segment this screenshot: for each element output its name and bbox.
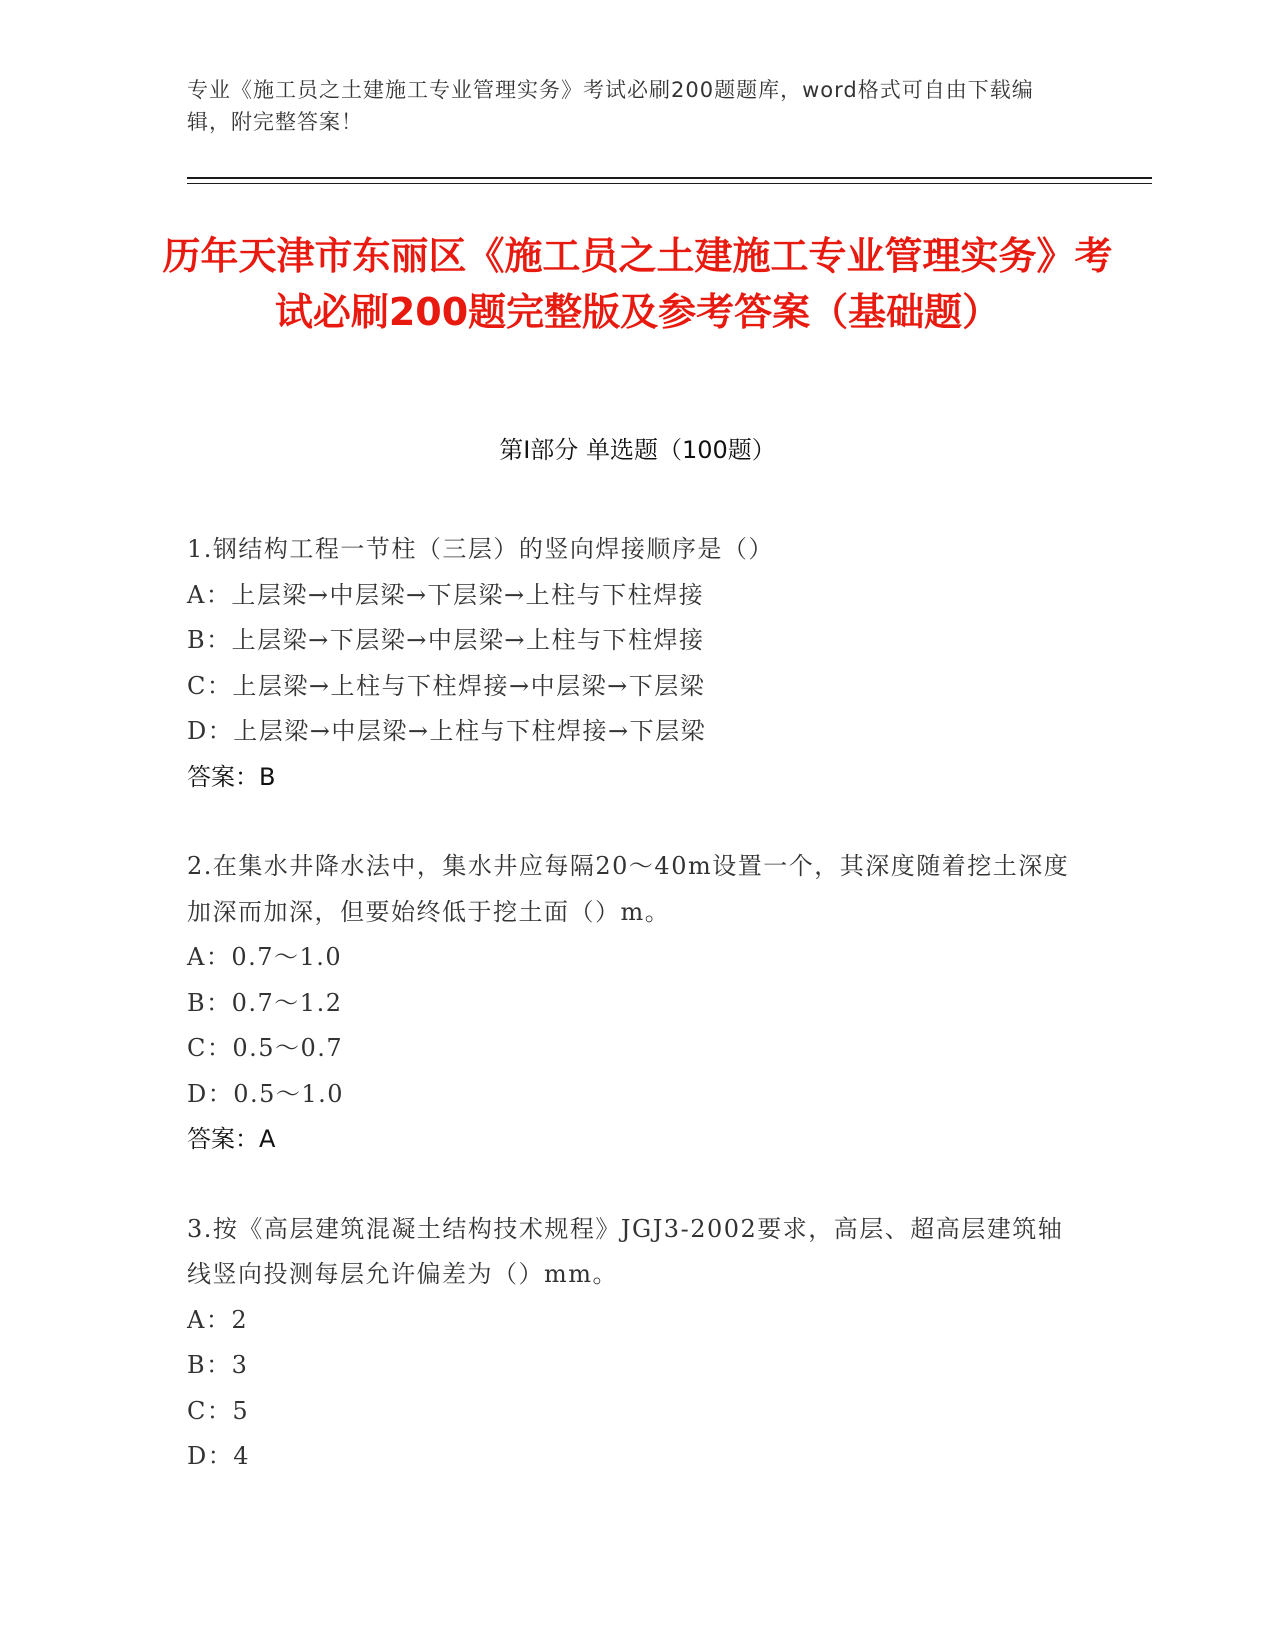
answer-line: 答案：A <box>187 1125 276 1153</box>
option-a: A：2 <box>187 1305 249 1334</box>
header-rule-thick <box>187 177 1152 179</box>
option-c: C：5 <box>187 1396 250 1425</box>
document-title: 历年天津市东丽区《施工员之土建施工专业管理实务》考试必刷200题完整版及参考答案（基础题） <box>162 234 1113 334</box>
option-a: A：0.7～1.0 <box>187 943 343 971</box>
option-d: D：4 <box>187 1442 251 1470</box>
option-a: A：上层梁→中层梁→下层梁→上柱与下柱焊接 <box>187 580 705 609</box>
option-b: B：3 <box>187 1351 249 1379</box>
header-rule-thin <box>187 183 1152 184</box>
question-1 <box>187 527 1087 800</box>
question-3 <box>187 1207 1087 1480</box>
question-list <box>187 527 1087 1524</box>
question-stem: 2.在集水井降水法中，集水井应每隔20～40m设置一个，其深度随着挖土深度加深而加深，但要始终低于挖土面（）m。 <box>187 852 1070 926</box>
question-stem: 1.钢结构工程一节柱（三层）的竖向焊接顺序是（） <box>187 535 774 563</box>
question-stem: 3.按《高层建筑混凝土结构技术规程》JGJ3-2002要求，高层、超高层建筑轴线竖向投测每层允许偏差为（）mm。 <box>187 1214 1064 1288</box>
question-2 <box>187 844 1087 1163</box>
option-c: C：0.5～0.7 <box>187 1034 344 1062</box>
option-b: B：0.7～1.2 <box>187 988 343 1017</box>
option-c: C：上层梁→上柱与下柱焊接→中层梁→下层梁 <box>187 671 706 700</box>
option-d: D：0.5～1.0 <box>187 1079 345 1108</box>
answer-line: 答案：B <box>187 762 276 791</box>
header-note: 专业《施工员之土建施工专业管理实务》考试必刷200题题库，word格式可自由下载编辑，附完整答案！ <box>187 78 1034 134</box>
section-heading: 第I部分 单选题（100题） <box>499 436 776 464</box>
option-b: B：上层梁→下层梁→中层梁→上柱与下柱焊接 <box>187 626 705 654</box>
option-d: D：上层梁→中层梁→上柱与下柱焊接→下层梁 <box>187 717 707 745</box>
